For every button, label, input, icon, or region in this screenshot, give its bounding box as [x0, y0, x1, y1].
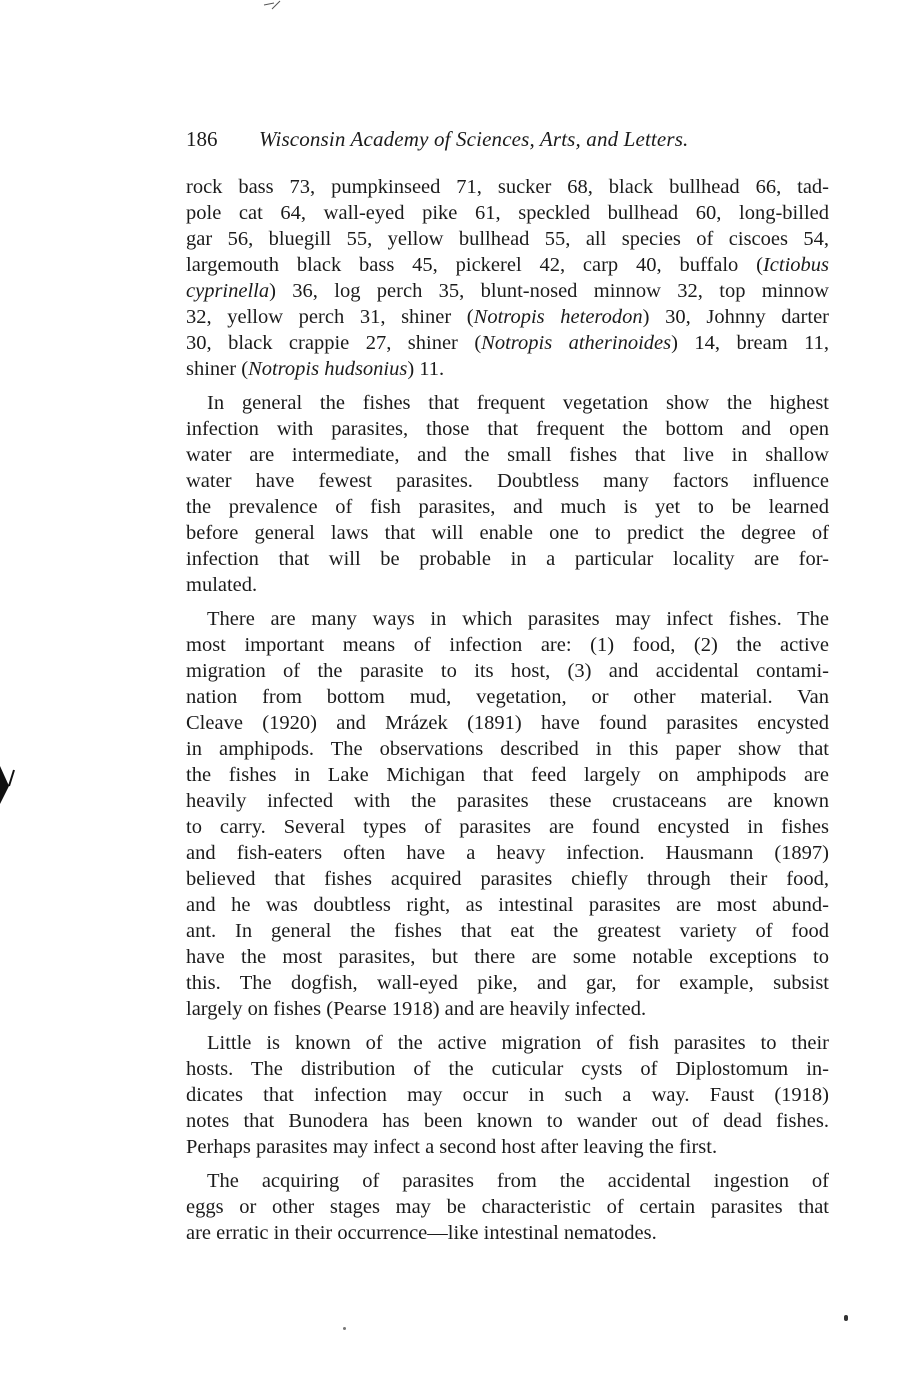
text-line: and fish-eaters often have a heavy infection. Hausmann (1897)	[186, 842, 829, 864]
text-line: 32, yellow perch 31, shiner (Notropis heterodon) 30, Johnny darter	[186, 306, 829, 328]
text-line: pole cat 64, wall-eyed pike 61, speckled bullhead 60, long-billed	[186, 202, 829, 224]
page-number: 186	[186, 127, 218, 151]
text-line: the fishes in Lake Michigan that feed largely on amphipods are	[186, 764, 829, 786]
text-line: this. The dogfish, wall-eyed pike, and gar, for example, subsist	[186, 972, 829, 994]
paragraph	[186, 606, 829, 1022]
text-line: Perhaps parasites may infect a second host after leaving the first.	[186, 1136, 718, 1158]
paragraph	[186, 1030, 829, 1160]
text-line: have the most parasites, but there are some notable exceptions to	[186, 946, 829, 968]
text-line: to carry. Several types of parasites are found encysted in fishes	[186, 816, 829, 838]
text-line: rock bass 73, pumpkinseed 71, sucker 68, black bullhead 66, tad-	[186, 176, 829, 198]
text-line: There are many ways in which parasites may infect fishes. The	[207, 608, 829, 630]
text-line: shiner (Notropis hudsonius) 11.	[186, 358, 445, 380]
text-line: infection with parasites, those that frequent the bottom and open	[186, 418, 829, 440]
text-line: water have fewest parasites. Doubtless many factors influence	[186, 470, 829, 492]
text-line: water are intermediate, and the small fishes that live in shallow	[186, 444, 829, 466]
text-line: cyprinella) 36, log perch 35, blunt-nosed minnow 32, top minnow	[186, 280, 829, 302]
text-line: before general laws that will enable one to predict the degree of	[186, 522, 829, 544]
text-line: notes that Bunodera has been known to wander out of dead fishes.	[186, 1110, 829, 1132]
text-line: and he was doubtless right, as intestinal parasites are most abund-	[186, 894, 829, 916]
text-line: The acquiring of parasites from the accidental ingestion of	[207, 1170, 829, 1192]
text-line: heavily infected with the parasites these crustaceans are known	[186, 790, 829, 812]
text-line: eggs or other stages may be characteristic of certain parasites that	[186, 1196, 829, 1218]
text-line: gar 56, bluegill 55, yellow bullhead 55, all species of ciscoes 54,	[186, 228, 829, 250]
running-title: Wisconsin Academy of Sciences, Arts, and Letters.	[259, 127, 689, 151]
text-line: ant. In general the fishes that eat the greatest variety of food	[186, 920, 829, 942]
running-header	[186, 124, 786, 154]
text-line: largely on fishes (Pearse 1918) and are heavily infected.	[186, 998, 647, 1020]
text-line: in amphipods. The observations described in this paper show that	[186, 738, 829, 760]
text-line: largemouth black bass 45, pickerel 42, carp 40, buffalo (Ictiobus	[186, 254, 829, 276]
scan-speck	[343, 1327, 346, 1330]
text-line: Cleave (1920) and Mrázek (1891) have found parasites encysted	[186, 712, 829, 734]
text-line: mulated.	[186, 574, 258, 596]
scan-speck	[844, 1315, 848, 1321]
text-line: migration of the parasite to its host, (3) and accidental contami-	[186, 660, 829, 682]
text-line: infection that will be probable in a particular locality are for-	[186, 548, 829, 570]
scan-mark-left-edge	[0, 764, 16, 806]
text-line: In general the fishes that frequent vegetation show the highest	[207, 392, 829, 414]
text-line: hosts. The distribution of the cuticular cysts of Diplostomum in-	[186, 1058, 829, 1080]
text-line: nation from bottom mud, vegetation, or other material. Van	[186, 686, 829, 708]
text-line: believed that fishes acquired parasites chiefly through their food,	[186, 868, 829, 890]
paragraph	[186, 174, 829, 382]
paragraph	[186, 1168, 829, 1246]
text-line: 30, black crappie 27, shiner (Notropis atherinoides) 14, bream 11,	[186, 332, 829, 354]
text-line: are erratic in their occurrence—like intestinal nematodes.	[186, 1222, 657, 1244]
text-line: Little is known of the active migration of fish parasites to their	[207, 1032, 829, 1054]
body-text	[186, 174, 829, 1246]
text-line: the prevalence of fish parasites, and much is yet to be learned	[186, 496, 829, 518]
paragraph	[186, 390, 829, 598]
scan-mark-top	[262, 0, 282, 14]
text-line: most important means of infection are: (1) food, (2) the active	[186, 634, 829, 656]
text-line: dicates that infection may occur in such a way. Faust (1918)	[186, 1084, 829, 1106]
